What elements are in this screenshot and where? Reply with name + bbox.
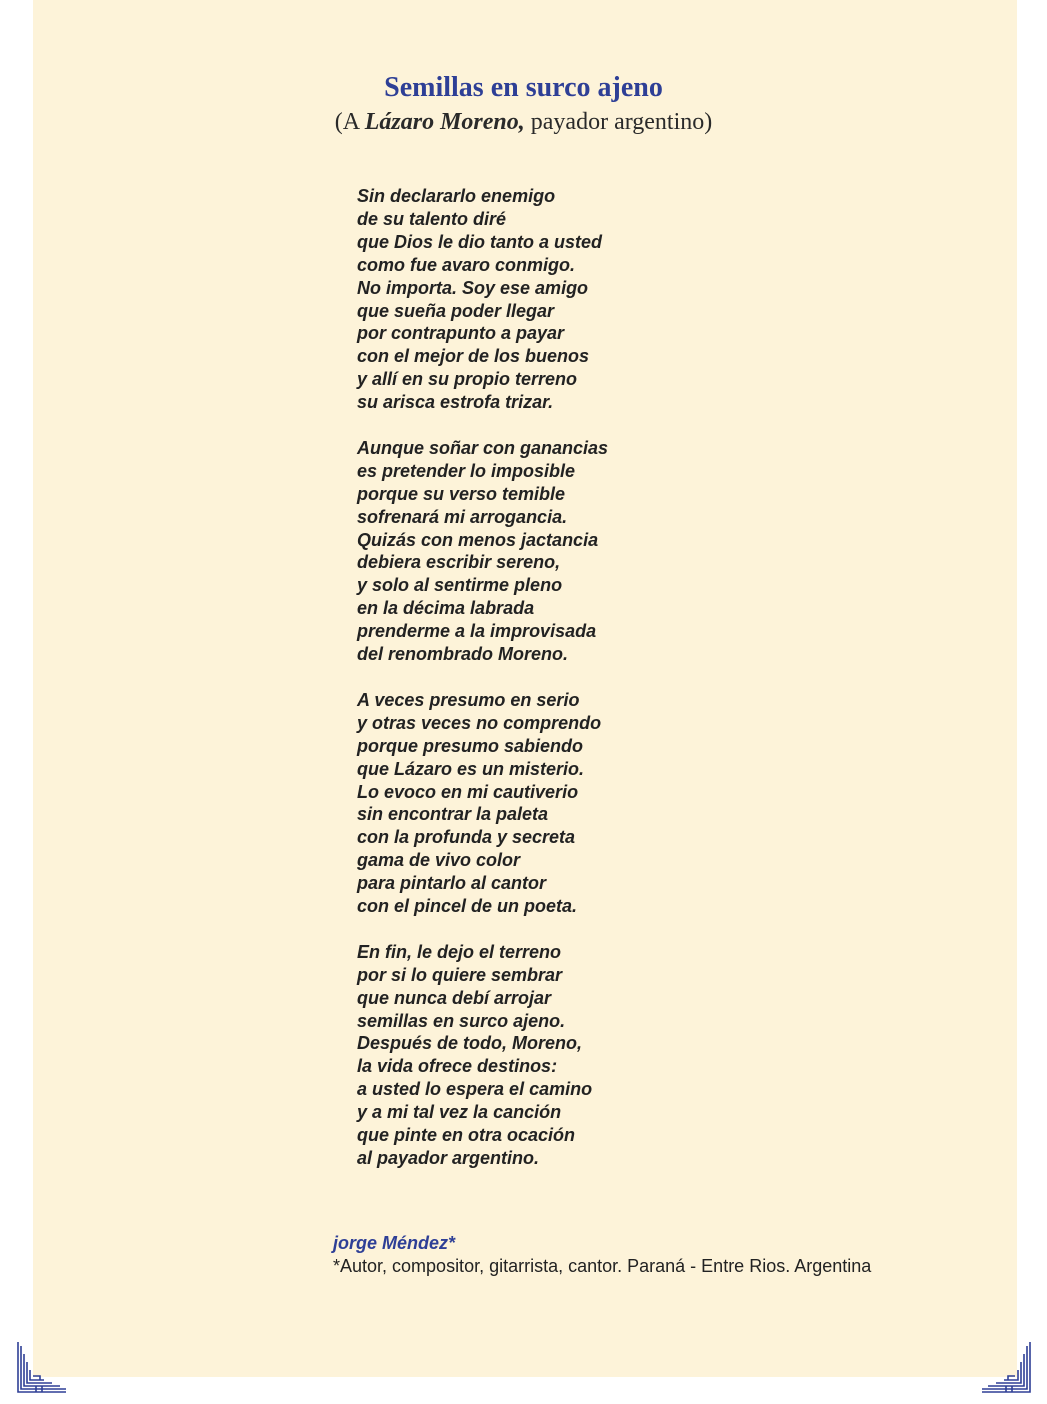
poem-line: sin encontrar la paleta	[357, 804, 549, 825]
poem-line: de su talento diré	[357, 208, 507, 229]
poem-line: Lo evoco en mi cautiverio	[357, 781, 579, 802]
poem-line: en la décima labrada	[357, 598, 535, 619]
poem-line: A veces presumo en serio	[357, 689, 580, 710]
poem-line: debiera escribir sereno,	[357, 552, 561, 573]
poem-line: con el mejor de los buenos	[357, 346, 590, 367]
corner-ornament-icon	[16, 1340, 68, 1394]
poem-line: Quizás con menos jactancia	[357, 529, 599, 550]
author-name: jorge Méndez*	[333, 1233, 456, 1253]
poem-line: y allí en su propio terreno	[357, 369, 578, 390]
poem-line: semillas en surco ajeno.	[357, 1010, 566, 1031]
poem-line: por si lo quiere sembrar	[357, 964, 563, 985]
poem-line: Sin declararlo enemigo	[357, 186, 556, 206]
poem-line: que pinte en otra ocación	[357, 1125, 576, 1146]
poem-stanza	[357, 689, 777, 918]
poem-line: sofrenará mi arrogancia.	[357, 506, 568, 527]
poem-line: que nunca debí arrojar	[357, 987, 552, 1008]
poem-stanza	[357, 941, 777, 1170]
dedication-prefix: (A	[334, 109, 365, 135]
poem-line: al payador argentino.	[357, 1148, 540, 1169]
poem-line: su arisca estrofa trizar.	[357, 392, 554, 413]
poem-dedication	[0, 106, 1047, 138]
poem-line: es pretender lo imposible	[357, 460, 576, 481]
poem-line: En fin, le dejo el terreno	[357, 941, 562, 962]
poem-line: Después de todo, Moreno,	[357, 1033, 583, 1054]
poem-line: la vida ofrece destinos:	[357, 1056, 558, 1077]
poem-line: Aunque soñar con ganancias	[357, 437, 609, 458]
poem-line: con la profunda y secreta	[357, 827, 576, 848]
poem-line: que sueña poder llegar	[357, 300, 555, 321]
poem-line: prenderme a la improvisada	[357, 621, 597, 642]
poem-line: porque su verso temible	[357, 483, 566, 504]
poem-line: y otras veces no comprendo	[357, 712, 602, 733]
poem-line: como fue avaro conmigo.	[357, 254, 576, 275]
poem-line: No importa. Soy ese amigo	[357, 277, 589, 298]
poem-line: con el pincel de un poeta.	[357, 896, 578, 917]
poem-title: Semillas en surco ajeno	[384, 72, 663, 103]
poem-line: que Dios le dio tanto a usted	[357, 231, 603, 252]
poem-line: del renombrado Moreno.	[357, 644, 569, 665]
poem-line: y a mi tal vez la canción	[357, 1102, 562, 1123]
poem-stanza	[357, 437, 777, 666]
poem-line: a usted lo espera el camino	[357, 1079, 593, 1100]
dedicatee-name: Lázaro Moreno,	[364, 109, 525, 135]
poem-line: que Lázaro es un misterio.	[357, 758, 585, 779]
dedication-suffix: payador argentino)	[524, 109, 713, 135]
poem-body	[357, 185, 777, 1170]
poem-line: gama de vivo color	[357, 850, 521, 871]
poem-stanza	[357, 185, 777, 414]
poem-line: para pintarlo al cantor	[357, 873, 547, 894]
author-note: *Autor, compositor, gitarrista, cantor. Paraná - Entre Rios. Argentina	[333, 1256, 872, 1276]
poem-line: porque presumo sabiendo	[357, 735, 584, 756]
corner-ornament-icon	[980, 1340, 1032, 1394]
poem-line: y solo al sentirme pleno	[357, 575, 563, 596]
poem-line: por contrapunto a payar	[357, 323, 565, 344]
